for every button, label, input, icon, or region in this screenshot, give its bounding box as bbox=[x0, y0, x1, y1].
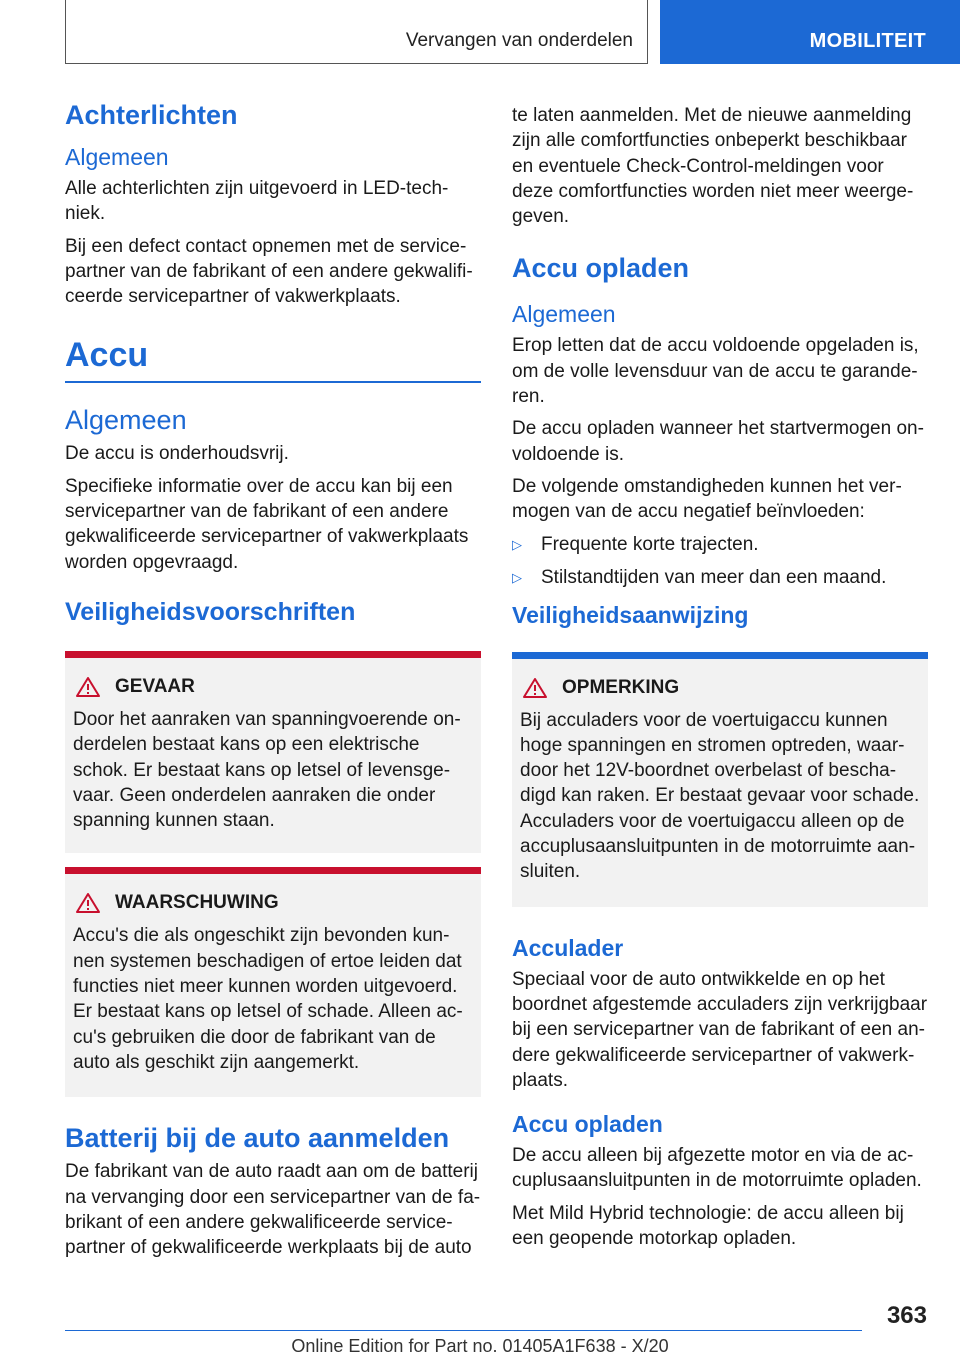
subheading-algemeen-opladen: Algemeen bbox=[512, 301, 616, 328]
heading-batterij-aanmelden: Batterij bij de auto aanmelden bbox=[65, 1123, 450, 1154]
heading-accu-opladen: Accu opladen bbox=[512, 253, 690, 284]
list-item: ▷ Frequente korte trajecten. bbox=[512, 533, 759, 555]
note-bar bbox=[512, 652, 928, 659]
footer-rule bbox=[65, 1330, 862, 1331]
paragraph: De accu alleen bij afgezette motor en via de accuplusaansluitpunten in de motorruimte opladen. bbox=[512, 1145, 922, 1192]
paragraph: De accu opladen wanneer het startvermogen onvoldoende is. bbox=[512, 418, 924, 465]
left-column bbox=[65, 98, 481, 1267]
subheading-algemeen-accu: Algemeen bbox=[65, 405, 187, 436]
list-item: ▷ Stilstandtijden van meer dan een maand. bbox=[512, 566, 887, 588]
header-chapter-tab bbox=[660, 0, 960, 64]
paragraph: De volgende omstandigheden kunnen het vermogen van de accu negatief beïnvloeden: bbox=[512, 475, 902, 523]
paragraph: De accu is onderhoudsvrij. bbox=[65, 443, 289, 465]
footer-edition: Online Edition for Part no. 01405A1F638 - X/20 bbox=[291, 1336, 669, 1356]
paragraph: De fabrikant van de auto raadt aan om de batterij na vervanging door een servicepartner van de fabrikant of een andere gekwalificeerde servicepartner of gekwalificeerde werkplaats bij de auto bbox=[65, 1161, 481, 1259]
heading-veiligheidsvoorschriften: Veiligheidsvoorschriften bbox=[65, 597, 356, 626]
right-column bbox=[512, 103, 928, 1258]
triangle-bullet-icon: ▷ bbox=[512, 536, 522, 552]
paragraph: Alle achterlichten zijn uitgevoerd in LED-techniek. bbox=[65, 178, 449, 225]
paragraph: Erop letten dat de accu voldoende opgeladen is, om de volle levensduur van de accu te garanderen. bbox=[512, 335, 919, 408]
paragraph: Specifieke informatie over de accu kan bij een servicepartner van de fabrikant of een andere gekwalificeerde servicepartner of vakwerkplaats worden opgevraagd. bbox=[65, 475, 469, 573]
paragraph: Met Mild Hybrid technologie: de accu alleen bij een geopende motorkap opladen. bbox=[512, 1202, 904, 1250]
paragraph: Bij een defect contact opnemen met de servicepartner van de fabrikant of een andere gekwalificeerde servicepartner of vakwerkplaats. bbox=[65, 235, 473, 308]
danger-label: GEVAAR bbox=[115, 675, 195, 697]
warning-text: Accu's die als ongeschikt zijn bevonden kunnen systemen beschadigen of ertoe leiden dat functies niet meer kunnen worden uitgevoerd. Er bestaat kans op letsel of schade. Alleen accu's gebruiken die door de fabrikant van de auto als geschikt zijn aangemerkt. bbox=[73, 925, 463, 1073]
warning-bar bbox=[65, 867, 481, 874]
warning-label: WAARSCHUWING bbox=[115, 892, 279, 914]
heading-accu-opladen-2: Accu opladen bbox=[512, 1111, 663, 1138]
triangle-bullet-icon: ▷ bbox=[512, 569, 522, 585]
note-text: Bij acculaders voor de voertuigaccu kunnen hoge spanningen en stromen optreden, waardoor het 12V-boordnet overbelast of beschadigd kan raken. Er bestaat gevaar voor schade. Acculaders voor de voertuigaccu alleen op de accuplusaansluitpunten in de motorruimte aansluiten. bbox=[520, 709, 920, 883]
note-label: OPMERKING bbox=[562, 676, 680, 698]
header-section-title: Vervangen van onderdelen bbox=[405, 30, 633, 51]
heading-accu: Accu bbox=[65, 336, 149, 375]
page-number: 363 bbox=[886, 1302, 927, 1329]
paragraph: te laten aanmelden. Met de nieuwe aanmelding zijn alle comfortfuncties onbeperkt beschikbaar en eventuele Check-Control-meldingen voor deze comfortfuncties worden niet meer weergegeven. bbox=[512, 105, 914, 228]
note-notice bbox=[512, 652, 928, 907]
paragraph: Speciaal voor de auto ontwikkelde en op het boordnet afgestemde acculaders zijn verkrijgbaar bij een servicepartner van de fabrikant of een andere gekwalificeerde servicepartner of vakwerkplaats. bbox=[512, 968, 928, 1091]
warning-triangle-icon bbox=[75, 676, 101, 698]
danger-bar bbox=[65, 651, 481, 658]
warning-notice bbox=[65, 867, 481, 1097]
danger-notice bbox=[65, 651, 481, 853]
header-section-box bbox=[65, 0, 648, 64]
heading-acculader: Acculader bbox=[512, 934, 624, 961]
danger-text: Door het aanraken van spanningvoerende onderdelen bestaat kans op een elektrische schok. Er bestaat kans op letsel of levensgevaar. Geen onderdelen aanraken die onder spanning kunnen staan. bbox=[73, 708, 461, 832]
header-chapter-title: MOBILITEIT bbox=[809, 30, 926, 52]
heading-underline bbox=[65, 381, 481, 383]
warning-triangle-icon bbox=[75, 892, 101, 914]
warning-triangle-icon bbox=[522, 677, 548, 699]
conditions-list bbox=[512, 532, 928, 590]
subheading-algemeen-achterlichten: Algemeen bbox=[65, 144, 169, 170]
heading-veiligheidsaanwijzing: Veiligheidsaanwijzing bbox=[512, 601, 749, 628]
heading-achterlichten: Achterlichten bbox=[65, 100, 238, 130]
